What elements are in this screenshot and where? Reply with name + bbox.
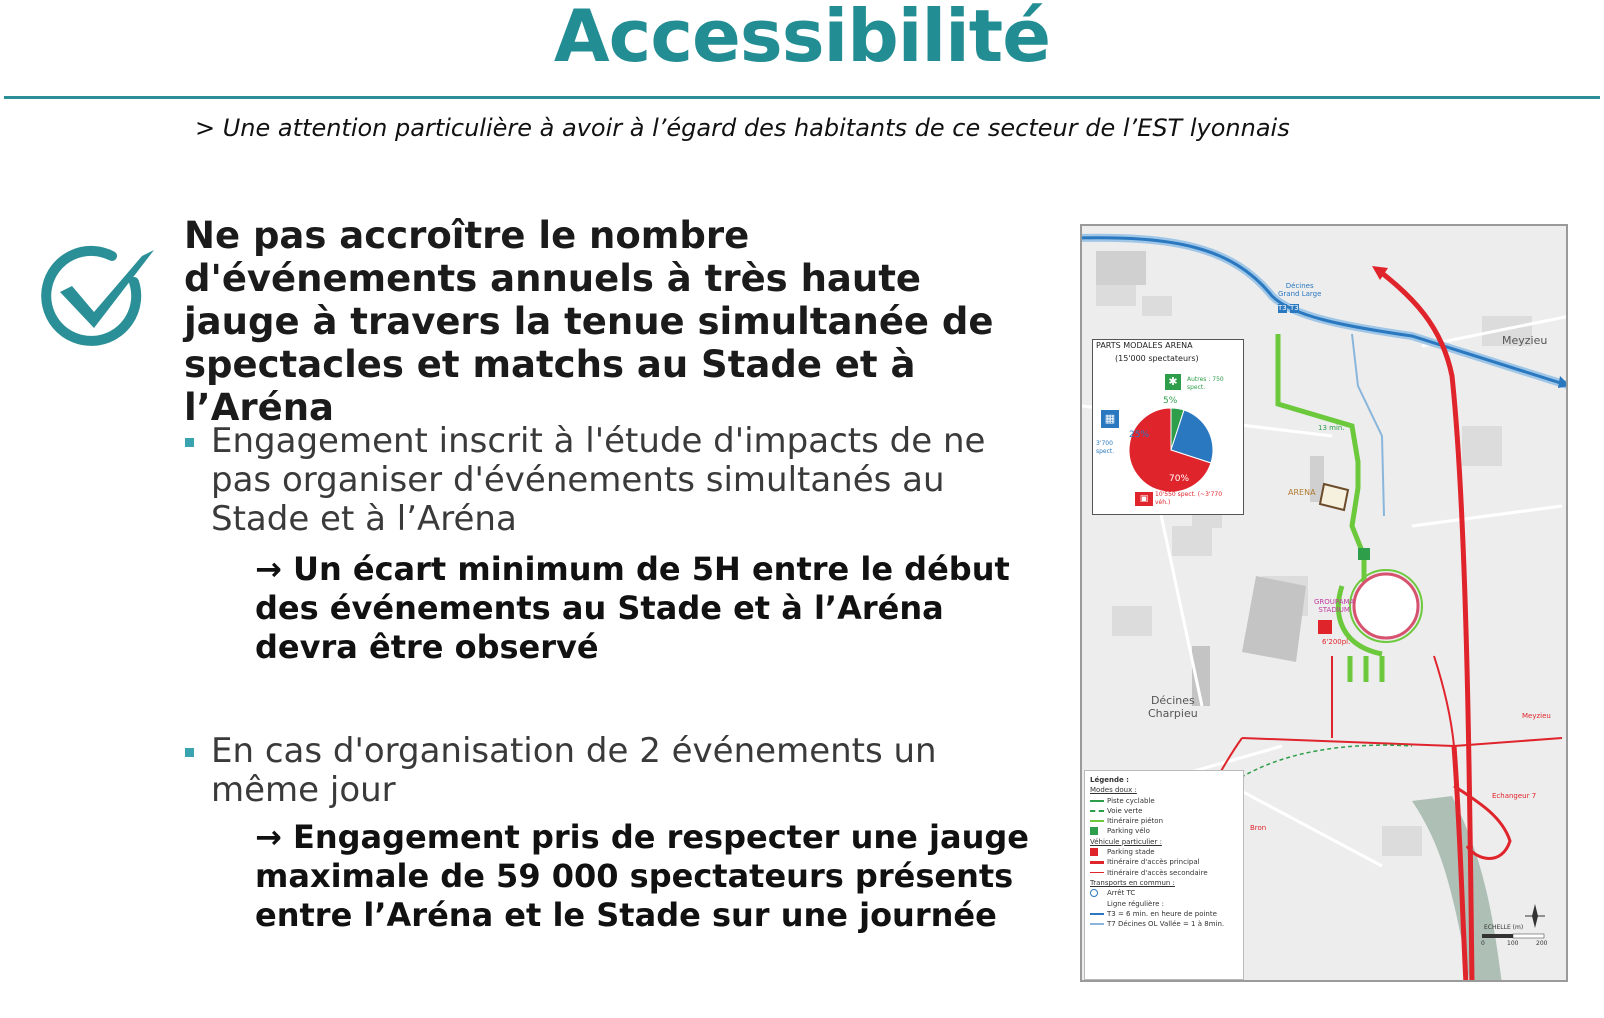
bullet-conclusion: → Un écart minimum de 5H entre le début des événements au Stade et à l’Aréna devra être observé — [255, 550, 1010, 666]
bullet-conclusion: → Engagement pris de respecter une jauge maximale de 59 000 spectateurs présents entre l’Aréna et le Stade sur une journée — [255, 818, 1029, 934]
legend-item: Parking vélo — [1090, 826, 1238, 836]
legend-item: Voie verte — [1090, 806, 1238, 816]
legend-heading: Véhicule particulier : — [1090, 837, 1162, 846]
modal-share-label-tc: 3'700 spect. — [1096, 440, 1115, 455]
modal-share-pct-other: 5% — [1163, 396, 1178, 406]
legend-item: T7 Décines OL Vallée = 1 à 8min. — [1090, 919, 1238, 929]
legend-item: Ligne régulière : — [1107, 899, 1164, 908]
map-scale-label: ECHELLE (m) — [1484, 924, 1524, 931]
map-scale-tick: 100 — [1507, 940, 1519, 947]
modal-share-title: PARTS MODALES ARENA — [1096, 341, 1193, 350]
legend-title: Légende : — [1090, 776, 1129, 784]
legend-item: Itinéraire d'accès principal — [1090, 857, 1238, 867]
modal-share-pie — [1093, 340, 1245, 516]
map-scale-tick: 200 — [1536, 940, 1548, 947]
page-subtitle: > Une attention particulière à avoir à l’égard des habitants de ce secteur de l’EST lyonnais — [195, 114, 1290, 142]
bullet-marker — [185, 438, 194, 447]
walk-person-icon: ✱ — [1165, 374, 1181, 390]
legend-item: Arrêt TC — [1090, 888, 1238, 898]
map-label-bron: Bron — [1250, 824, 1267, 832]
bus-icon: ▦ — [1101, 410, 1119, 428]
map-label-parking-count: 6'200pl. — [1322, 638, 1351, 646]
bullet-item — [185, 732, 1005, 810]
modal-share-label-other: Autres : 750 spect. — [1187, 376, 1224, 391]
map-label-decines-grand-large: Décines Grand Large — [1278, 282, 1322, 298]
map-scale-tick: 0 — [1481, 940, 1485, 947]
bullet-text: Engagement inscrit à l'étude d'impacts de ne pas organiser d'événements simultanés au Stade et à l’Aréna — [211, 421, 986, 539]
map-label-tram-a: T3 — [1278, 304, 1287, 312]
page-title: Accessibilité — [553, 0, 1051, 78]
map-label-echangeur: Echangeur 7 — [1492, 792, 1537, 800]
map-label-meyzieu: Meyzieu — [1502, 334, 1548, 347]
checkmark-icon — [38, 242, 156, 357]
modal-share-pct-tc: 25% — [1129, 430, 1150, 440]
car-icon: ▣ — [1135, 492, 1153, 506]
modal-share-inset — [1092, 339, 1244, 515]
modal-share-pct-car: 70% — [1169, 474, 1190, 484]
legend-item: T3 = 6 min. en heure de pointe — [1090, 909, 1238, 919]
legend-item: Itinéraire d'accès secondaire — [1090, 868, 1238, 878]
bullet-text: En cas d'organisation de 2 événements un même jour — [211, 731, 937, 810]
map-label-tram-b: T3 — [1290, 304, 1299, 312]
legend-item: Piste cyclable — [1090, 796, 1238, 806]
map-legend — [1084, 770, 1244, 980]
map-label-walk-time: 13 min. — [1318, 424, 1345, 432]
modal-share-label-car: 10'550 spect. (~3'770 véh.) — [1155, 491, 1223, 506]
map-label-meyzieu-small: Meyzieu — [1522, 712, 1551, 720]
bullet-item — [185, 422, 1005, 539]
legend-item: Itinéraire piéton — [1090, 816, 1238, 826]
legend-heading: Modes doux : — [1090, 786, 1137, 795]
legend-item: Parking stade — [1090, 847, 1238, 857]
title-divider — [4, 96, 1600, 99]
legend-heading: Transports en commun : — [1090, 878, 1175, 887]
access-map — [1080, 224, 1568, 982]
modal-share-subtitle: (15'000 spectateurs) — [1115, 354, 1199, 363]
map-label-arena: ARENA — [1288, 488, 1316, 497]
bullet-marker — [185, 748, 194, 757]
main-headline: Ne pas accroître le nombre d'événements annuels à très haute jauge à travers la tenue simultanée de spectacles et matchs au Stade et à l’Aréna — [184, 214, 994, 429]
map-label-groupama: GROUPAMA STADIUM — [1314, 598, 1355, 614]
map-label-decines-charpieu: Décines Charpieu — [1148, 694, 1198, 720]
